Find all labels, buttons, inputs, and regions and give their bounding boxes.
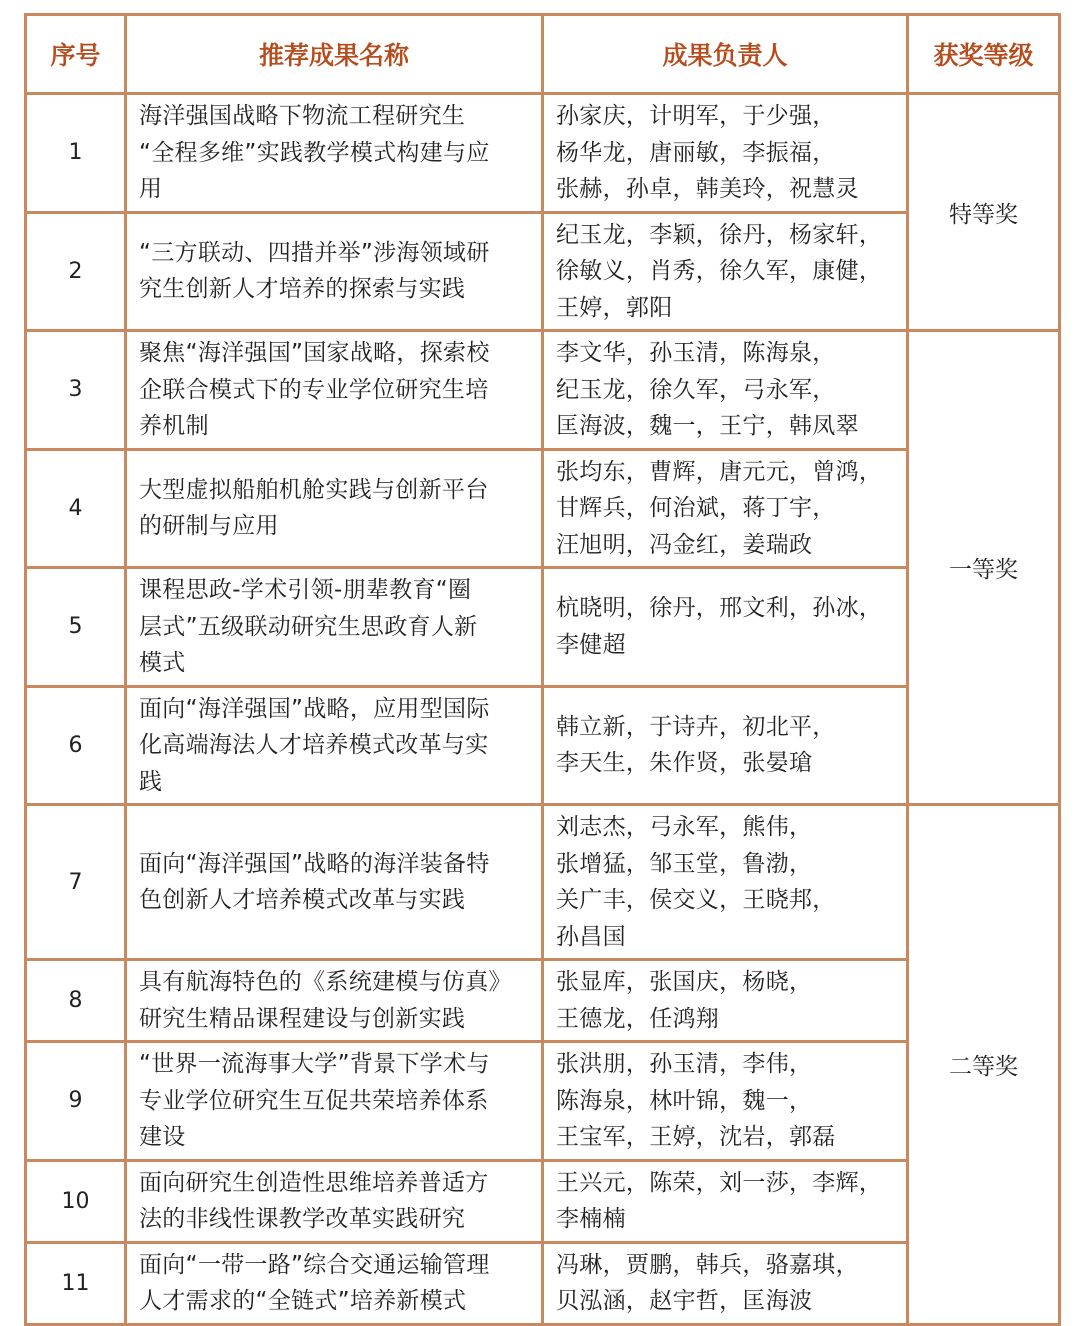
header-award: 获奖等级 [908, 15, 1060, 94]
table-row [26, 212, 1060, 331]
people-line: 徐敏义，肖秀，徐久军，康健， [556, 258, 883, 284]
responsible-persons [543, 1242, 908, 1324]
row-number: 9 [26, 1042, 126, 1161]
achievement-title [126, 449, 543, 568]
people-line: 陈海泉，林叶锦，魏一， [556, 1087, 813, 1114]
title-line: 海洋强国战略下物流工程研究生 [139, 103, 466, 129]
title-line: 面向“海洋强国”战略的海洋装备特 [139, 850, 490, 877]
responsible-persons [543, 94, 908, 213]
title-line: 色创新人才培养模式改革与实践 [139, 887, 466, 913]
award-special: 特等奖 [908, 94, 1060, 331]
people-line: 杨华龙，唐丽敏，李振福， [556, 139, 836, 166]
people-line: 甘辉兵，何治斌，蒋丁宇， [556, 495, 836, 521]
people-line: 汪旭明，冯金红，姜瑞政 [556, 531, 813, 558]
title-line: “三方联动、四措并举”涉海领域研 [139, 239, 490, 266]
table-row [26, 568, 1060, 687]
title-line: 建设 [139, 1124, 186, 1150]
row-number: 8 [26, 960, 126, 1042]
people-line: 冯琳，贾鹏，韩兵，骆嘉琪， [556, 1251, 859, 1278]
people-line: 贝泓涵，赵宇哲，匡海波 [556, 1288, 813, 1314]
people-line: 韩立新，于诗卉，初北平， [556, 713, 836, 740]
achievement-title [126, 1242, 543, 1324]
title-line: 课程思政-学术引领-朋辈教育“圈 [139, 577, 472, 603]
responsible-persons [543, 1042, 908, 1161]
row-number: 3 [26, 331, 126, 450]
title-line: 大型虚拟船舶机舱实践与创新平台 [139, 476, 489, 503]
table-row [26, 805, 1060, 960]
people-line: 王兴元，陈荣，刘一莎，李辉， [556, 1169, 883, 1196]
people-line: 李文华，孙玉清，陈海泉， [556, 340, 836, 366]
responsible-persons [543, 568, 908, 687]
people-line: 纪玉龙，徐久军，弓永军， [556, 376, 836, 403]
people-line: 刘志杰，弓永军，熊伟， [556, 814, 813, 840]
achievement-title [126, 94, 543, 213]
table-row [26, 960, 1060, 1042]
title-line: 人才需求的“全链式”培养新模式 [139, 1288, 467, 1314]
title-line: 层式”五级联动研究生思政育人新 [139, 613, 478, 640]
row-number: 10 [26, 1160, 126, 1242]
people-line: 关广丰，侯交义，王晓邦， [556, 887, 836, 913]
title-line: 化高端海法人才培养模式改革与实 [139, 732, 489, 758]
title-line: 面向“一带一路”综合交通运输管理 [139, 1251, 490, 1278]
header-people: 成果负责人 [543, 15, 908, 94]
title-line: 具有航海特色的《系统建模与仿真》 [139, 969, 512, 995]
table-row [26, 1242, 1060, 1324]
people-line: 孙昌国 [556, 923, 626, 950]
title-line: 究生创新人才培养的探索与实践 [139, 276, 466, 303]
people-line: 王宝军，王婷，沈岩，郭磊 [556, 1124, 836, 1150]
title-line: 企联合模式下的专业学位研究生培 [139, 376, 489, 403]
title-line: “世界一流海事大学”背景下学术与 [139, 1051, 490, 1077]
people-line: 杭晓明，徐丹，邢文利，孙冰， [556, 595, 883, 622]
people-line: 李健超 [556, 631, 626, 658]
title-line: 专业学位研究生互促共荣培养体系 [139, 1087, 489, 1114]
achievement-title [126, 568, 543, 687]
title-line: “全程多维”实践教学模式构建与应 [139, 139, 490, 166]
title-line: 研究生精品课程建设与创新实践 [139, 1005, 466, 1032]
row-number: 1 [26, 94, 126, 213]
responsible-persons [543, 1160, 908, 1242]
people-line: 张增猛，邹玉堂，鲁渤， [556, 850, 813, 877]
title-line: 面向研究生创造性思维培养普适方 [139, 1169, 489, 1196]
table-row [26, 449, 1060, 568]
table-row [26, 331, 1060, 450]
achievement-title [126, 805, 543, 960]
title-line: 面向“海洋强国”战略，应用型国际 [139, 695, 490, 722]
row-number: 7 [26, 805, 126, 960]
title-line: 用 [139, 176, 163, 202]
title-line: 的研制与应用 [139, 513, 279, 540]
responsible-persons [543, 449, 908, 568]
title-line: 法的非线性课教学改革实践研究 [139, 1206, 466, 1232]
row-number: 2 [26, 212, 126, 331]
people-line: 王婷，郭阳 [556, 294, 673, 321]
responsible-persons [543, 960, 908, 1042]
people-line: 张洪朋，孙玉清，李伟， [556, 1051, 813, 1077]
awards-table [24, 13, 1061, 1326]
table-row [26, 1160, 1060, 1242]
responsible-persons [543, 805, 908, 960]
title-line: 模式 [139, 650, 186, 676]
achievement-title [126, 331, 543, 450]
responsible-persons [543, 331, 908, 450]
people-line: 王德龙，任鸿翔 [556, 1005, 720, 1032]
header-num: 序号 [26, 15, 126, 94]
people-line: 李楠楠 [556, 1206, 626, 1232]
header-title: 推荐成果名称 [126, 15, 543, 94]
table-row [26, 1042, 1060, 1161]
achievement-title [126, 686, 543, 805]
title-line: 养机制 [139, 413, 209, 439]
award-second: 二等奖 [908, 805, 1060, 1325]
people-line: 张均东，曹辉，唐元元，曾鸿， [556, 458, 883, 485]
title-line: 聚焦“海洋强国”国家战略，探索校 [139, 340, 490, 366]
people-line: 纪玉龙，李颖，徐丹，杨家轩， [556, 221, 883, 248]
responsible-persons [543, 212, 908, 331]
table-row [26, 94, 1060, 213]
row-number: 5 [26, 568, 126, 687]
achievement-title [126, 960, 543, 1042]
row-number: 11 [26, 1242, 126, 1324]
people-line: 张显库，张国庆，杨晓， [556, 969, 813, 995]
people-line: 李天生，朱作贤，张晏瑲 [556, 750, 813, 777]
row-number: 4 [26, 449, 126, 568]
row-number: 6 [26, 686, 126, 805]
people-line: 张赫，孙卓，韩美玲，祝慧灵 [556, 176, 859, 202]
header-row [26, 15, 1060, 94]
title-line: 践 [139, 768, 163, 795]
people-line: 匡海波，魏一，王宁，韩凤翠 [556, 413, 859, 439]
responsible-persons [543, 686, 908, 805]
achievement-title [126, 1042, 543, 1161]
award-first: 一等奖 [908, 331, 1060, 805]
table-row [26, 686, 1060, 805]
achievement-title [126, 1160, 543, 1242]
people-line: 孙家庆，计明军，于少强， [556, 103, 836, 129]
achievement-title [126, 212, 543, 331]
